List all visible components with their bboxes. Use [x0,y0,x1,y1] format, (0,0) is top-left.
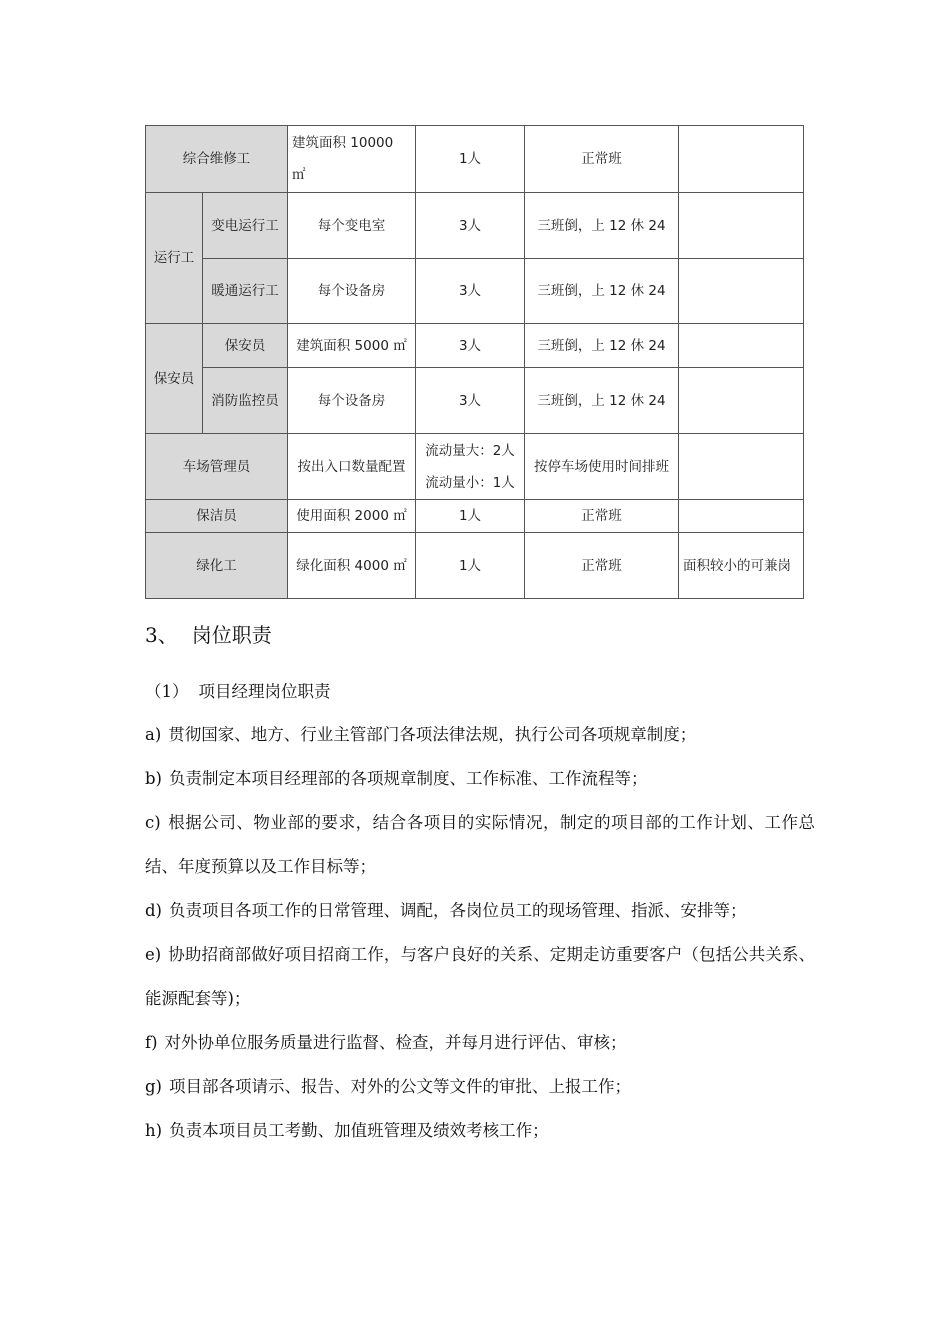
count-cell: 1人 [416,533,525,599]
count-cell: 3人 [416,259,525,324]
basis-cell: 每个设备房 [288,368,416,434]
basis-cell: 建筑面积 10000 ㎡ [288,126,416,193]
group-cell: 运行工 [146,193,203,324]
count-cell: 1人 [416,126,525,193]
position-cell: 保洁员 [146,500,288,533]
basis-cell: 建筑面积 5000 ㎡ [288,324,416,368]
position-cell: 车场管理员 [146,434,288,500]
basis-cell: 按出入口数量配置 [288,434,416,500]
shift-cell: 三班倒，上 12 休 24 [525,368,679,434]
shift-cell: 三班倒，上 12 休 24 [525,324,679,368]
note-cell [679,500,804,533]
note-cell [679,193,804,259]
duties-list [145,713,815,1153]
position-cell: 保安员 [203,324,288,368]
shift-cell: 三班倒，上 12 休 24 [525,259,679,324]
note-cell [679,259,804,324]
list-item: h) 负责本项目员工考勤、加值班管理及绩效考核工作； [145,1121,549,1140]
table-row [146,500,804,533]
count-cell: 3人 [416,324,525,368]
note-cell [679,126,804,193]
shift-cell: 按停车场使用时间排班 [525,434,679,500]
table-row [146,193,804,259]
count-cell: 1人 [416,500,525,533]
staffing-table-container [145,125,804,599]
list-item: d) 负责项目各项工作的日常管理、调配，各岗位员工的现场管理、指派、安排等； [145,901,747,920]
shift-cell: 正常班 [525,500,679,533]
list-item: b) 负责制定本项目经理部的各项规章制度、工作标准、工作流程等； [145,769,648,788]
list-item: e) 协助招商部做好项目招商工作，与客户良好的关系、定期走访重要客户（包括公共关系、能源配套等)； [145,945,815,1008]
note-cell [679,324,804,368]
position-cell: 绿化工 [146,533,288,599]
section-heading [145,619,272,648]
table-row [146,324,804,368]
note-cell [679,368,804,434]
basis-cell: 绿化面积 4000 ㎡ [288,533,416,599]
subsection-title: 项目经理岗位职责 [198,682,331,701]
position-cell: 消防监控员 [203,368,288,434]
note-cell: 面积较小的可兼岗 [679,533,804,599]
shift-cell: 正常班 [525,126,679,193]
position-cell: 变电运行工 [203,193,288,259]
section-number: 3、 [145,623,178,647]
shift-cell: 正常班 [525,533,679,599]
table-row [146,434,804,500]
basis-cell: 每个设备房 [288,259,416,324]
position-cell: 综合维修工 [146,126,288,193]
list-item: c) 根据公司、物业部的要求，结合各项目的实际情况，制定的项目部的工作计划、工作总结、年度预算以及工作目标等； [145,813,815,876]
shift-cell: 三班倒，上 12 休 24 [525,193,679,259]
count-cell: 3人 [416,368,525,434]
subsection-heading [145,678,331,702]
table-row [146,368,804,434]
subsection-number: （1） [145,682,189,701]
count-cell: 流动量大：2人 流动量小：1人 [416,434,525,500]
count-cell: 3人 [416,193,525,259]
basis-cell: 使用面积 2000 ㎡ [288,500,416,533]
table-row [146,259,804,324]
section-title: 岗位职责 [191,623,272,647]
table-row [146,533,804,599]
table-row [146,126,804,193]
group-cell: 保安员 [146,324,203,434]
list-item: f) 对外协单位服务质量进行监督、检查，并每月进行评估、审核； [145,1033,627,1052]
note-cell [679,434,804,500]
position-cell: 暖通运行工 [203,259,288,324]
list-item: g) 项目部各项请示、报告、对外的公文等文件的审批、上报工作； [145,1077,631,1096]
list-item: a) 贯彻国家、地方、行业主管部门各项法律法规，执行公司各项规章制度； [145,725,697,744]
staffing-table [145,125,804,599]
basis-cell: 每个变电室 [288,193,416,259]
